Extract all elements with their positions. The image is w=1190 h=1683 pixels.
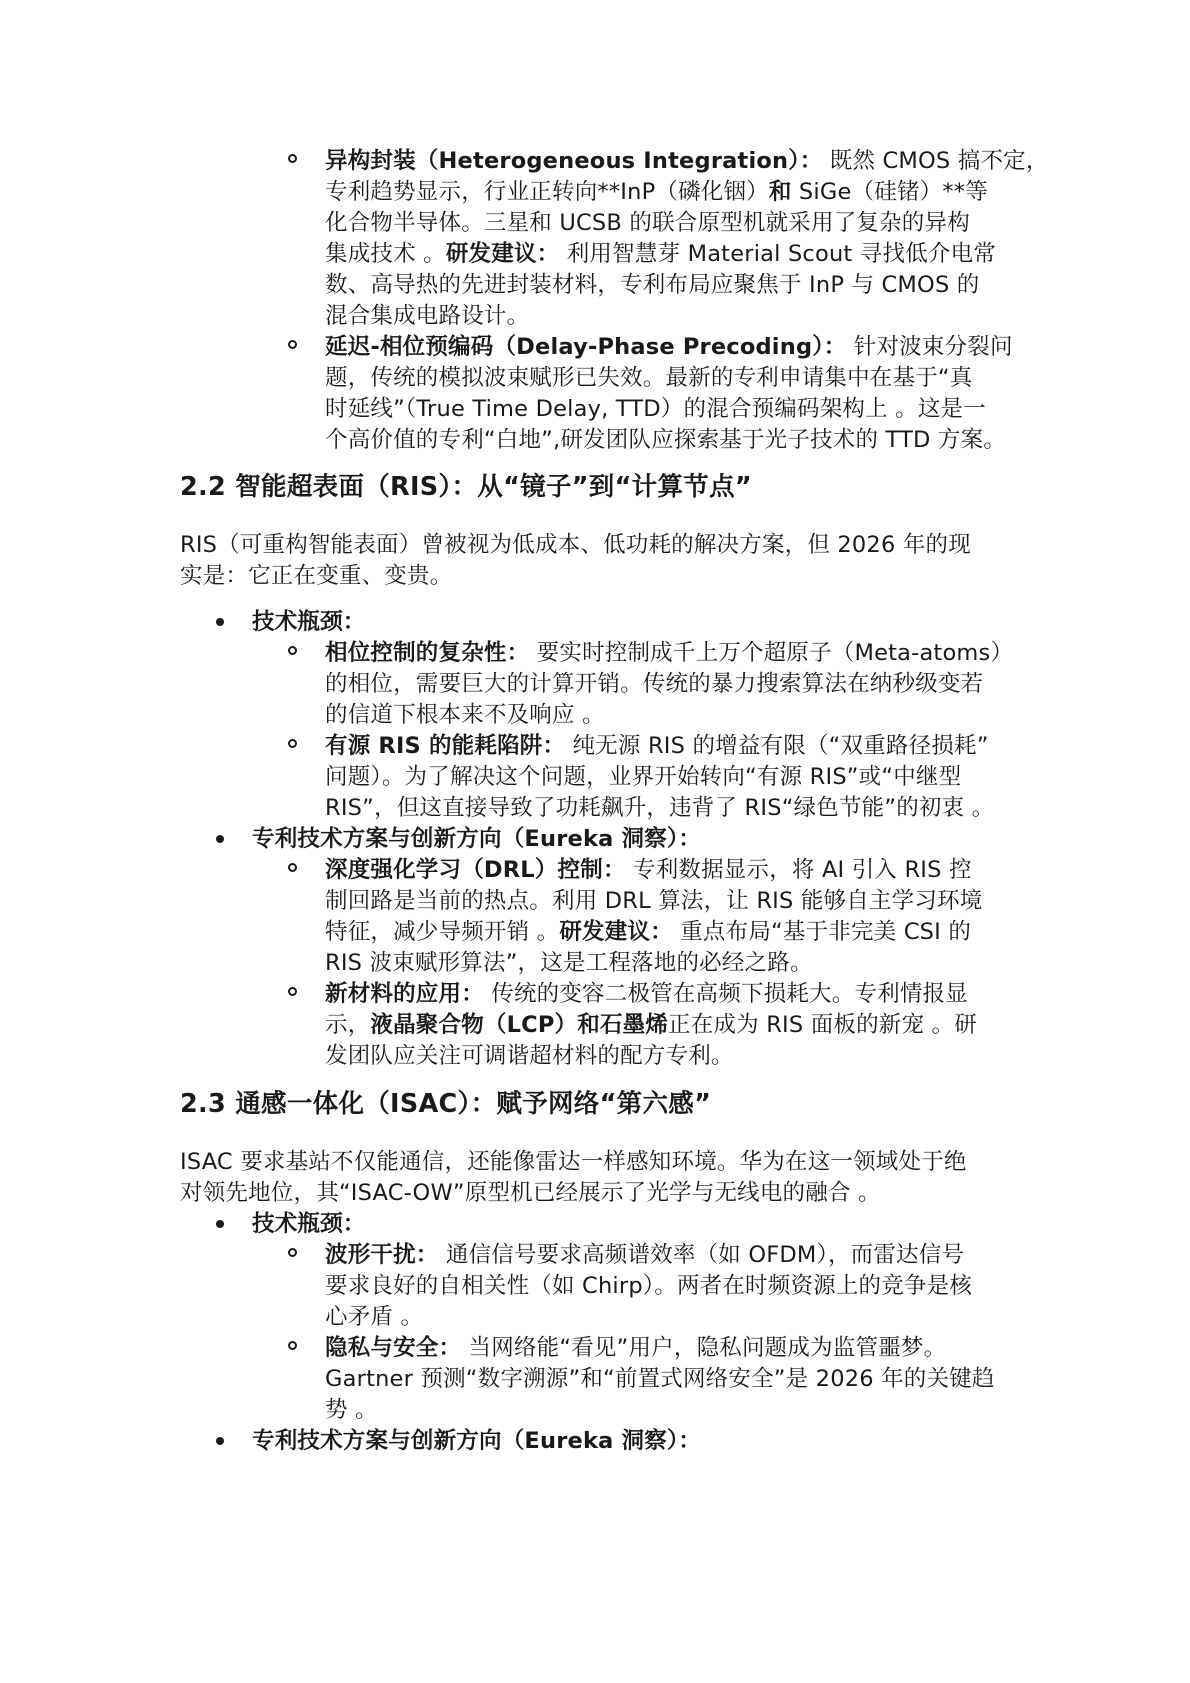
paragraph-isac-intro-line2: 对领先地位，其“ISAC-OW”原型机已经展示了光学与无线电的融合 。	[180, 1180, 881, 1206]
list-item-material-line1: 新材料的应用： 传统的变容二极管在高频下损耗大。专利情报显	[325, 981, 968, 1007]
list-item-phase-line3: 的信道下根本来不及响应 。	[325, 702, 605, 728]
circle-bullet-icon	[288, 646, 297, 655]
list-item-material-line2: 示，液晶聚合物（LCP）和石墨烯正在成为 RIS 面板的新宠 。研	[325, 1012, 977, 1038]
circle-bullet-icon	[288, 739, 297, 748]
list-item-heterogeneous-line5: 数、高导热的先进封装材料，专利布局应聚焦于 InP 与 CMOS 的	[325, 272, 980, 298]
list-item-privacy-line2: Gartner 预测“数字溯源”和“前置式网络安全”是 2026 年的关键趋	[325, 1366, 995, 1392]
list-item-heterogeneous-line4: 集成技术 。研发建议： 利用智慧芽 Material Scout 寻找低介电常	[325, 241, 996, 267]
list-item-phase-line2: 的相位，需要巨大的计算开销。传统的暴力搜索算法在纳秒级变若	[325, 671, 984, 697]
bullet-dot-icon	[216, 835, 224, 843]
list-item-delay-phase-line1: 延迟-相位预编码（Delay-Phase Precoding）： 针对波束分裂问	[325, 334, 1013, 360]
circle-bullet-icon	[288, 1341, 297, 1350]
list-item-active-ris-line1: 有源 RIS 的能耗陷阱： 纯无源 RIS 的增益有限（“双重路径损耗”	[325, 733, 989, 759]
list-item-heterogeneous-line6: 混合集成电路设计。	[325, 303, 530, 329]
list-item-delay-phase-line4: 个高价值的专利“白地”,研发团队应探索基于光子技术的 TTD 方案。	[325, 427, 1006, 453]
list-item-delay-phase-line2: 题，传统的模拟波束赋形已失效。最新的专利申请集中在基于“真	[325, 365, 973, 391]
list-item-material-line3: 发团队应关注可调谐超材料的配方专利。	[325, 1043, 734, 1069]
list-item-ris-bottleneck: 技术瓶颈：	[252, 609, 366, 635]
list-item-drl-line3: 特征，减少导频开销 。研发建议： 重点布局“基于非完美 CSI 的	[325, 919, 972, 945]
circle-bullet-icon	[288, 863, 297, 872]
bullet-dot-icon	[216, 1220, 224, 1228]
list-item-heterogeneous-line2: 专利趋势显示，行业正转向**InP（磷化铟）和 SiGe（硅锗）**等	[325, 179, 988, 205]
paragraph-isac-intro-line1: ISAC 要求基站不仅能通信，还能像雷达一样感知环境。华为在这一领域处于绝	[180, 1149, 967, 1175]
list-item-ris-patent: 专利技术方案与创新方向（Eureka 洞察）：	[252, 826, 702, 852]
list-item-waveform-line1: 波形干扰： 通信信号要求高频谱效率（如 OFDM），而雷达信号	[325, 1242, 965, 1268]
circle-bullet-icon	[288, 1248, 297, 1257]
list-item-isac-bottleneck: 技术瓶颈：	[252, 1211, 366, 1237]
list-item-phase-line1: 相位控制的复杂性： 要实时控制成千上万个超原子（Meta-atoms）	[325, 640, 1014, 666]
paragraph-ris-intro-line2: 实是：它正在变重、变贵。	[180, 563, 453, 589]
section-heading-2-3: 2.3 通感一体化（ISAC）：赋予网络“第六感”	[180, 1089, 712, 1119]
list-item-drl-line2: 制回路是当前的热点。利用 DRL 算法，让 RIS 能够自主学习环境	[325, 888, 983, 914]
bullet-dot-icon	[216, 618, 224, 626]
list-item-delay-phase-line3: 时延线”（True Time Delay, TTD）的混合预编码架构上 。这是一	[325, 396, 986, 422]
list-item-drl-line1: 深度强化学习（DRL）控制： 专利数据显示，将 AI 引入 RIS 控	[325, 857, 972, 883]
list-item-waveform-line3: 心矛盾 。	[325, 1304, 424, 1330]
circle-bullet-icon	[288, 987, 297, 996]
circle-bullet-icon	[288, 154, 297, 163]
list-item-heterogeneous-line1: 异构封装（Heterogeneous Integration）： 既然 CMOS 搞不定，	[325, 148, 1049, 174]
list-item-active-ris-line2: 问题）。为了解决这个问题，业界开始转向“有源 RIS”或“中继型	[325, 764, 962, 790]
paragraph-ris-intro-line1: RIS（可重构智能表面）曾被视为低成本、低功耗的解决方案，但 2026 年的现	[180, 532, 971, 558]
list-item-drl-line4: RIS 波束赋形算法”，这是工程落地的必经之路。	[325, 950, 813, 976]
section-heading-2-2: 2.2 智能超表面（RIS）：从“镜子”到“计算节点”	[180, 472, 752, 502]
circle-bullet-icon	[288, 340, 297, 349]
list-item-waveform-line2: 要求良好的自相关性（如 Chirp）。两者在时频资源上的竞争是核	[325, 1273, 973, 1299]
list-item-privacy-line3: 势 。	[325, 1397, 378, 1423]
list-item-active-ris-line3: RIS”，但这直接导致了功耗飙升，违背了 RIS“绿色节能”的初衷 。	[325, 795, 995, 821]
list-item-isac-patent: 专利技术方案与创新方向（Eureka 洞察）：	[252, 1428, 702, 1454]
list-item-privacy-line1: 隐私与安全： 当网络能“看见”用户，隐私问题成为监管噩梦。	[325, 1335, 947, 1361]
bullet-dot-icon	[216, 1437, 224, 1445]
list-item-heterogeneous-line3: 化合物半导体。三星和 UCSB 的联合原型机就采用了复杂的异构	[325, 210, 970, 236]
